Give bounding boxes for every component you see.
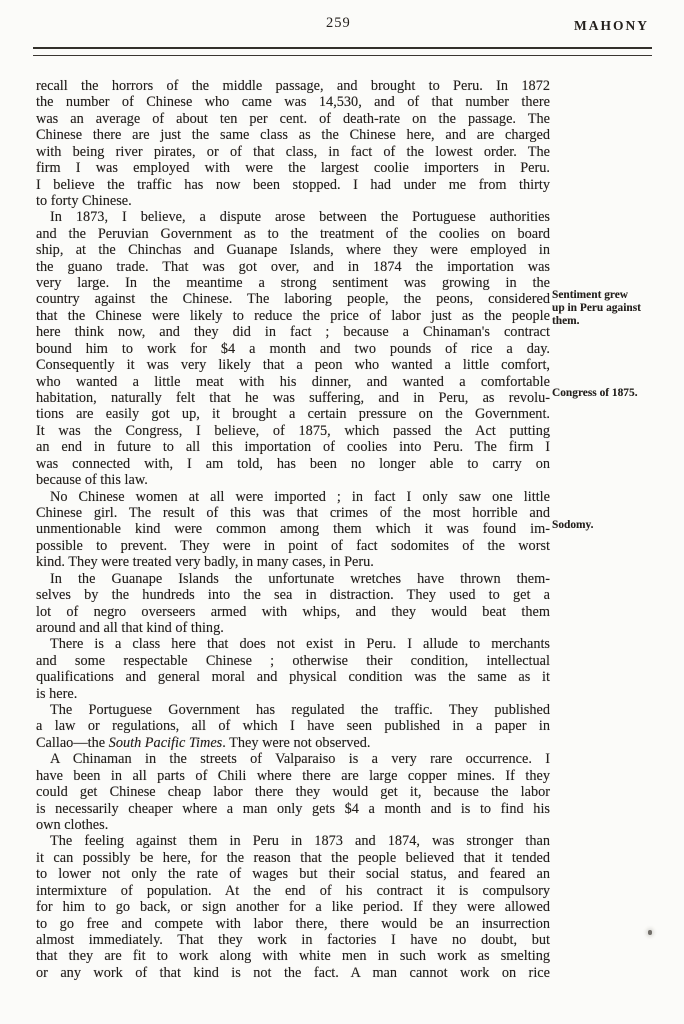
- margin-note-line: Congress of 1875.: [552, 387, 638, 400]
- text-line: It was the Congress, I believe, of 1875, which passed the Act putting: [36, 422, 550, 439]
- plain-text: Callao—the: [36, 734, 109, 751]
- margin-note-line: Sentiment grew: [552, 288, 629, 301]
- text-line: who wanted a little meat with his dinner, and wanted a comfortable: [36, 373, 550, 390]
- margin-note-line: Sodomy.: [552, 518, 594, 531]
- text-line: to forty Chinese.: [36, 192, 132, 209]
- text-line: the guano trade. That was got over, and in 1874 the importation was: [36, 258, 550, 275]
- margin-note-line: them.: [552, 315, 580, 328]
- text-line: possible to prevent. They were in point of fact sodomites of the worst: [36, 537, 550, 554]
- text-line: No Chinese women at all were imported ; in fact I only saw one little: [50, 488, 550, 505]
- text-line: tions are easily got up, it brought a certain pressure on the Government.: [36, 406, 550, 423]
- text-line: own clothes.: [36, 816, 109, 833]
- body-text: [36, 78, 641, 981]
- text-line: In 1873, I believe, a dispute arose between the Portuguese authorities: [50, 209, 550, 226]
- text-line: around and all that kind of thing.: [36, 619, 224, 636]
- text-line: Chinese there are just the same class as the Chinese here, and are charged: [36, 127, 550, 144]
- text-line: here think now, and they did in fact ; because a Chinaman's contract: [36, 324, 550, 341]
- text-line: and the Peruvian Government as to the treatment of the coolies on board: [36, 225, 550, 242]
- margin-note-line: up in Peru against: [552, 301, 641, 314]
- text-line: to lower not only the rate of wages but their social status, and feared an: [36, 866, 550, 883]
- text-line: Consequently it was very likely that a peon who wanted a little comfort,: [36, 357, 550, 374]
- text-line: qualifications and general moral and physical condition was the same as it: [36, 669, 550, 686]
- text-line: country against the Chinese. The laboring people, the peons, considered: [36, 291, 550, 308]
- text-line: [36, 735, 550, 751]
- text-line: I believe the traffic has now been stopped. I had under me from thirty: [36, 176, 550, 193]
- text-line: kind. They were treated very badly, in many cases, in Peru.: [36, 554, 374, 571]
- text-line: a law or regulations, all of which I have seen published in a paper in: [36, 718, 550, 735]
- text-line: is necessarily cheaper where a man only gets $4 a month and is to find his: [36, 800, 550, 817]
- text-line: Chinese girl. The result of this was that crimes of the most horrible and: [36, 504, 550, 521]
- text-line: to go free and compete with labor there, there would be an insurrection: [36, 915, 550, 932]
- margin-note: [552, 387, 678, 400]
- text-line: that they are fit to work along with white men in such work as smelting: [36, 948, 550, 965]
- text-line: was connected with, I am told, has been no longer able to carry on: [36, 455, 550, 472]
- text-line: bound him to work for $4 a month and two pounds of rice a day.: [36, 340, 550, 357]
- text-line: an end in future to all this importation of coolies into Peru. The firm I: [36, 439, 550, 456]
- text-line: firm I was employed with were the largest coolie importers in Peru.: [36, 160, 550, 177]
- text-line: could get Chinese cheap labor there they would get it, because the labor: [36, 784, 550, 801]
- header-rule: [33, 47, 652, 56]
- italic-text: South Pacific Times: [108, 734, 223, 751]
- running-head: MAHONY: [574, 18, 649, 33]
- text-line: intermixture of population. At the end of his contract it is compulsory: [36, 882, 550, 899]
- text-line: or any work of that kind is not the fact. A man cannot work on rice: [36, 964, 550, 981]
- text-line: unmentionable kind were common among them which it was found im-: [36, 521, 550, 538]
- text-line: because of this law.: [36, 472, 148, 489]
- text-line: A Chinaman in the streets of Valparaiso is a very rare occurrence. I: [50, 751, 550, 768]
- text-line: In the Guanape Islands the unfortunate wretches have thrown them-: [50, 570, 550, 587]
- plain-text: . They were not observed.: [222, 734, 371, 751]
- text-line: the number of Chinese who came was 14,530, and of that number there: [36, 94, 550, 111]
- text-line: for him to go back, or sign another for a like period. If they were allowed: [36, 899, 550, 916]
- text-line: recall the horrors of the middle passage, and brought to Peru. In 1872: [36, 78, 550, 94]
- text-line: very large. In the meantime a strong sentiment was growing in the: [36, 275, 550, 292]
- text-line: The feeling against them in Peru in 1873 and 1874, was stronger than: [50, 833, 550, 850]
- page-number: 259: [326, 15, 351, 31]
- scan-speck: [648, 930, 652, 935]
- text-line: that the Chinese were likely to reduce the price of labor just as the people: [36, 307, 550, 324]
- text-line: with being river pirates, or of that class, in fact of the lowest order. The: [36, 143, 550, 160]
- text-line: selves by the hundreds into the sea in distraction. They used to get a: [36, 587, 550, 604]
- text-line: and some respectable Chinese ; otherwise their condition, intellectual: [36, 652, 550, 669]
- margin-note: [552, 289, 678, 329]
- text-line: almost immediately. That they work in factories I have no doubt, but: [36, 931, 550, 948]
- text-line: is here.: [36, 685, 78, 702]
- text-line: lot of negro overseers armed with whips, and they would beat them: [36, 603, 550, 620]
- text-line: have been in all parts of Chili where there are large copper mines. If they: [36, 767, 550, 784]
- text-line: There is a class here that does not exist in Peru. I allude to merchants: [50, 636, 550, 653]
- margin-note: [552, 519, 678, 532]
- text-line: ship, at the Chinchas and Guanape Islands, where they were employed in: [36, 242, 550, 259]
- text-line: The Portuguese Government has regulated the traffic. They published: [50, 702, 550, 719]
- text-line: habitation, naturally felt that he was suffering, and in Peru, as revolu-: [36, 390, 550, 407]
- text-line: it can possibly be here, for the reason that the people believed that it tended: [36, 849, 550, 866]
- text-line: was an average of about ten per cent. of death-rate on the passage. The: [36, 110, 550, 127]
